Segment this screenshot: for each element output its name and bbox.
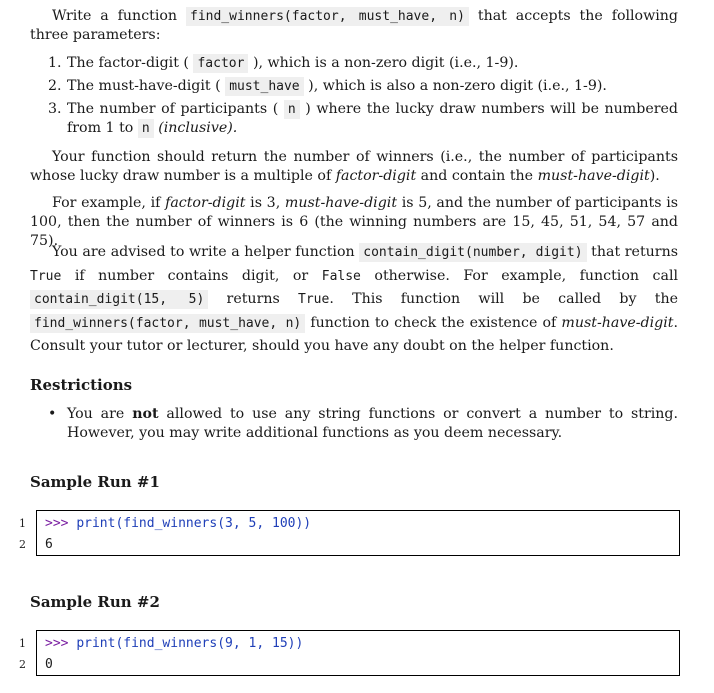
paragraph-text: You are advised to write a helper function bbox=[52, 244, 355, 260]
inline-code: False bbox=[321, 268, 361, 284]
code-line bbox=[19, 654, 679, 675]
code-line bbox=[19, 633, 679, 654]
sample-run-1-heading: Sample Run #1 bbox=[30, 473, 160, 491]
paragraph-text: that returns bbox=[591, 244, 678, 260]
code-output: 0 bbox=[45, 657, 53, 672]
code-args: (find_winners(9, 1, 15)) bbox=[115, 636, 304, 651]
list-number: 3. bbox=[48, 101, 62, 117]
repl-prompt: >>> bbox=[45, 636, 69, 651]
list-text: ) where the lucky draw numbers will be numbered from 1 to bbox=[67, 101, 678, 136]
list-text: The factor-digit ( bbox=[67, 55, 189, 71]
inline-code: contain_digit(number, digit) bbox=[359, 243, 586, 262]
return-paragraph bbox=[30, 148, 678, 186]
inline-code: factor bbox=[193, 54, 248, 73]
list-text: ), which is a non-zero digit (i.e., 1-9). bbox=[252, 55, 519, 71]
line-number: 1 bbox=[19, 637, 26, 650]
paragraph-text: ). bbox=[649, 168, 660, 184]
paragraph-text: is 3, bbox=[250, 195, 281, 211]
list-text: ), which is also a non-zero digit (i.e., 1-9). bbox=[308, 78, 607, 94]
emphasis-text: must-have-digit bbox=[537, 168, 650, 184]
inline-code: find_winners(factor, must_have, n) bbox=[30, 314, 305, 333]
emphasis-text: factor-digit bbox=[335, 168, 417, 184]
list-text: (inclusive). bbox=[158, 120, 238, 136]
paragraph-text: otherwise. For example, function call bbox=[374, 267, 679, 284]
line-number: 2 bbox=[19, 538, 26, 551]
inline-code: n bbox=[138, 119, 154, 138]
code-output: 6 bbox=[45, 537, 53, 552]
inline-code: contain_digit(15, 5) bbox=[30, 290, 208, 309]
code-line bbox=[19, 534, 679, 555]
emphasis-text: must-have-digit bbox=[284, 195, 398, 211]
code-args: (find_winners(3, 5, 100)) bbox=[115, 516, 312, 531]
list-text: The number of participants ( bbox=[67, 101, 279, 117]
repl-prompt: >>> bbox=[45, 516, 69, 531]
list-number: 2. bbox=[48, 78, 62, 94]
bullet-icon: • bbox=[48, 406, 57, 422]
restrictions-list bbox=[30, 405, 678, 443]
line-number: 1 bbox=[19, 517, 26, 530]
intro-text-2: that accepts the following three parameters: bbox=[30, 8, 679, 43]
helper-paragraph bbox=[30, 241, 678, 359]
inline-code: True bbox=[298, 292, 330, 307]
inline-code: must_have bbox=[225, 77, 303, 96]
sample-run-2-heading: Sample Run #2 bbox=[30, 593, 160, 611]
paragraph-text: You are bbox=[67, 406, 125, 422]
list-item bbox=[30, 77, 678, 100]
paragraph-text: if number contains digit, or bbox=[74, 267, 309, 284]
restrictions-heading: Restrictions bbox=[30, 376, 133, 394]
inline-code: n bbox=[284, 100, 300, 119]
emphasis-text: must-have-digit bbox=[561, 314, 674, 331]
line-number: 2 bbox=[19, 658, 26, 671]
intro-text: Write a function bbox=[52, 8, 178, 24]
list-text: The must-have-digit ( bbox=[67, 78, 221, 94]
paragraph-text: function to check the existence of bbox=[310, 314, 557, 331]
sample-run-2-code bbox=[19, 630, 680, 676]
paragraph-text: For example, if bbox=[52, 195, 161, 211]
emphasis-text: factor-digit bbox=[165, 195, 246, 211]
code-function: print bbox=[76, 636, 116, 651]
code-function: print bbox=[76, 516, 116, 531]
code-line bbox=[19, 513, 679, 534]
sample-run-1-code bbox=[19, 510, 680, 556]
paragraph-text: is 5, and the number of participants is 100, then the number of winners is 6 (the winning numbers are 15, 45, 51, 54, 57 and 75). bbox=[30, 195, 679, 249]
paragraph-text: . This function will be called by the bbox=[329, 291, 678, 307]
paragraph-text: allowed to use any string functions or convert a number to string. However, you may write additional functions as you deem necessary. bbox=[67, 406, 679, 441]
list-item bbox=[30, 100, 678, 138]
list-number: 1. bbox=[48, 55, 62, 71]
paragraph-text: . Consult your tutor or lecturer, should you have any doubt on the helper function. bbox=[30, 314, 678, 354]
paragraph-text: and contain the bbox=[420, 168, 534, 184]
parameter-list bbox=[30, 54, 678, 138]
paragraph-text: returns bbox=[226, 291, 280, 307]
emphasis-text: not bbox=[132, 406, 159, 422]
intro-signature: find_winners(factor, must_have, n) bbox=[186, 7, 469, 26]
inline-code: True bbox=[30, 268, 62, 284]
intro-paragraph bbox=[30, 7, 678, 45]
list-item bbox=[67, 405, 678, 443]
paragraph-text: Your function should return the number of winners (i.e., the number of participants whose lucky draw number is a multiple of bbox=[30, 149, 678, 184]
list-item bbox=[30, 54, 678, 77]
